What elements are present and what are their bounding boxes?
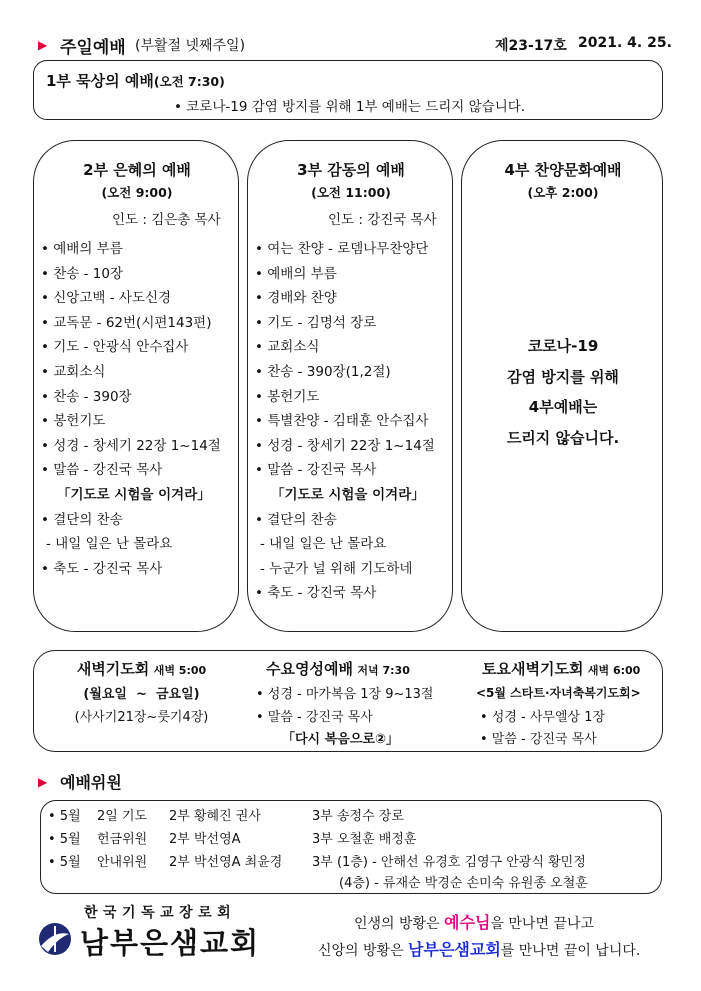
- issue-number: 제23-17호: [495, 38, 567, 54]
- row-month: • 5월: [48, 832, 81, 847]
- church-name: 남부은샘교회: [80, 926, 261, 960]
- list-item: • 예배의 부름: [255, 265, 337, 282]
- triangle-bullet-icon: ▶: [38, 775, 48, 789]
- row-part3: 3부 오철훈 배정훈: [312, 832, 417, 847]
- list-item: • 찬송 - 10장: [41, 265, 124, 282]
- slogan-text: 신앙의 방황은: [318, 943, 409, 959]
- row-part3: 3부 (1층) - 안해선 유경호 김영구 안광식 황민정: [312, 855, 586, 870]
- slogan-line-1: [354, 910, 594, 933]
- service3-time: (오전 11:00): [311, 185, 391, 200]
- list-item: • 경배와 찬양: [255, 290, 337, 307]
- wednesday-title: 수요영성예배: [266, 660, 353, 678]
- wednesday-heading: [266, 658, 410, 679]
- page-subtitle: (부활절 넷째주일): [135, 38, 246, 54]
- service2-title: 2부 은혜의 예배: [83, 161, 191, 179]
- message-line: 드리지 않습니다.: [506, 428, 620, 447]
- list-item: • 교회소식: [255, 339, 320, 356]
- slogan-line-2: [318, 937, 640, 960]
- list-item: • 찬송 - 390장(1,2절): [255, 363, 391, 380]
- church-emblem-icon: [38, 922, 72, 956]
- saturday-line: • 말씀 - 강진국 목사: [480, 732, 597, 747]
- sermon-title: 「기도로 시험을 이겨라」: [57, 486, 211, 503]
- service4-time: (오후 2:00): [527, 185, 599, 200]
- list-item: • 신앙고백 - 사도신경: [41, 290, 172, 307]
- list-item: • 기도 - 김명석 장로: [255, 314, 377, 331]
- dawn-time: 새벽 5:00: [153, 664, 207, 677]
- row-month: • 5월: [48, 855, 81, 870]
- list-item: • 말씀 - 강진국 목사: [41, 462, 163, 479]
- slogan-text: 인생의 방황은: [354, 916, 445, 932]
- list-item: • 말씀 - 강진국 목사: [255, 462, 377, 479]
- row-role: 헌금위원: [97, 832, 148, 847]
- saturday-time: 새벽 6:00: [587, 664, 641, 677]
- page-title: 주일예배: [60, 38, 126, 58]
- message-line: 감염 방지를 위해: [507, 367, 619, 386]
- slogan-text: 를 만나면 끝이 납니다.: [500, 943, 641, 959]
- service2-box: [33, 140, 239, 632]
- row-part2: 2부 황혜진 권사: [169, 809, 261, 824]
- row-part2: 2부 박선영A: [169, 832, 241, 847]
- weekly-box: [33, 650, 663, 752]
- service2-order-list: [41, 237, 221, 581]
- list-item: • 결단의 찬송: [255, 511, 337, 528]
- list-item: - 내일 일은 난 몰라요: [46, 536, 173, 553]
- list-item: • 교회소식: [41, 363, 106, 380]
- denomination-name: 한국기독교장로회: [84, 905, 237, 921]
- triangle-bullet-icon: ▶: [38, 38, 48, 52]
- list-item: • 특별찬양 - 김태훈 안수집사: [255, 413, 429, 430]
- row-role: 안내위원: [97, 855, 148, 870]
- row-month: • 5월: [48, 809, 81, 824]
- list-item: • 봉헌기도: [41, 413, 106, 430]
- slogan-highlight: 예수님: [444, 913, 491, 932]
- list-item: - 누군가 널 위해 기도하네: [260, 560, 413, 577]
- list-item: • 성경 - 창세기 22장 1~14절: [41, 437, 221, 454]
- saturday-line: • 성경 - 사무엘상 1장: [480, 710, 606, 725]
- dawn-days: (월요일 ~ 금요일): [83, 687, 200, 702]
- saturday-line: <5월 스타트·자녀축복기도회>: [476, 686, 641, 700]
- saturday-heading: [482, 658, 640, 679]
- list-item: • 찬송 - 390장: [41, 388, 132, 405]
- list-item: • 성경 - 창세기 22장 1~14절: [255, 437, 435, 454]
- slogan-text: 을 만나면 끝나고: [490, 916, 594, 932]
- list-item: • 기도 - 안광식 안수집사: [41, 339, 189, 356]
- service4-message: [462, 331, 664, 453]
- committee-title: 예배위원: [60, 773, 122, 792]
- row-role: 2일 기도: [97, 809, 148, 824]
- service1-box: [33, 60, 663, 120]
- service1-title: 1부 묵상의 예배: [46, 72, 154, 90]
- sermon-title: 「기도로 시험을 이겨라」: [271, 486, 425, 503]
- service1-heading: [46, 70, 225, 91]
- service4-title: 4부 찬양문화예배: [504, 161, 622, 179]
- slogan-highlight: 남부은샘교회: [408, 940, 501, 959]
- wednesday-line: • 말씀 - 강진국 목사: [256, 710, 373, 725]
- service3-title: 3부 감동의 예배: [297, 161, 405, 179]
- committee-box: [40, 800, 662, 894]
- committee-extra: (4층) - 류재순 박경순 손미숙 유원종 오철훈: [339, 876, 588, 891]
- list-item: • 축도 - 강진국 목사: [255, 585, 377, 602]
- row-part2: 2부 박선영A 최윤경: [169, 855, 283, 870]
- service3-box: [247, 140, 453, 632]
- message-line: 코로나-19: [527, 337, 599, 355]
- message-line: 4부예배는: [528, 398, 598, 416]
- service4-box: [461, 140, 663, 632]
- list-item: - 내일 일은 난 몰라요: [260, 536, 387, 553]
- service3-leader: 인도 : 강진국 목사: [328, 212, 437, 228]
- service2-leader: 인도 : 김은총 목사: [112, 212, 221, 228]
- dawn-title: 새벽기도회: [76, 660, 150, 678]
- service2-time: (오전 9:00): [101, 185, 173, 200]
- list-item: • 여는 찬양 - 로뎀나무찬양단: [255, 241, 429, 257]
- wednesday-time: 저녁 7:30: [357, 664, 410, 677]
- wednesday-line: • 성경 - 마가복음 1장 9~13절: [256, 687, 434, 702]
- service1-note: • 코로나-19 감염 방지를 위해 1부 예배는 드리지 않습니다.: [174, 99, 526, 115]
- dawn-range: (사사기21장~룻기4장): [74, 710, 209, 725]
- list-item: • 교독문 - 62번(시편143편): [41, 314, 212, 331]
- list-item: • 결단의 찬송: [41, 511, 123, 528]
- list-item: • 축도 - 강진국 목사: [41, 560, 163, 577]
- dawn-heading: [44, 658, 239, 679]
- service3-order-list: [255, 237, 435, 606]
- service1-time: (오전 7:30): [153, 74, 225, 89]
- issue-date: 2021. 4. 25.: [578, 35, 672, 51]
- saturday-title: 토요새벽기도회: [482, 660, 584, 678]
- wednesday-sermon-title: 「다시 복음으로②」: [282, 732, 399, 747]
- list-item: • 봉헌기도: [255, 388, 320, 405]
- row-part3: 3부 송정수 장로: [312, 809, 404, 824]
- list-item: • 예배의 부름: [41, 241, 123, 257]
